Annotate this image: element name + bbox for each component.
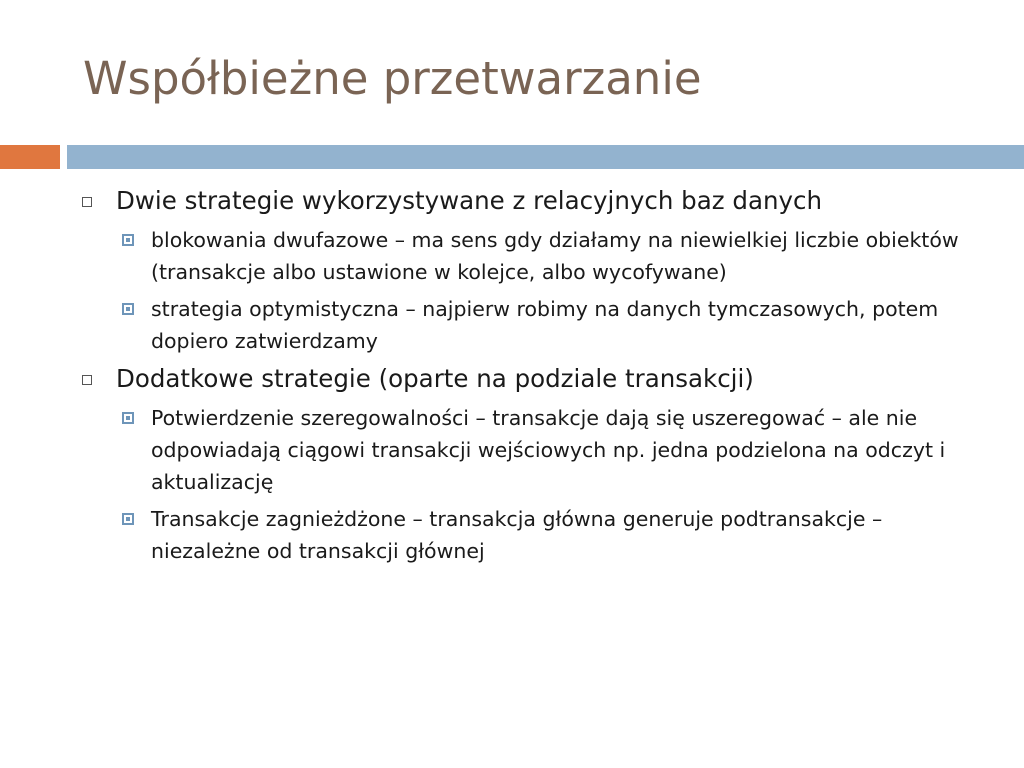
bullet-level2 <box>82 293 982 357</box>
bullet-level1 <box>82 362 982 396</box>
accent-band-orange <box>0 145 60 169</box>
hollow-square-bullet-icon <box>82 375 92 385</box>
hollow-square-bullet-icon <box>82 197 92 207</box>
square-bullet-icon <box>122 412 134 424</box>
bullet-text: Transakcje zagnieżdżone – transakcja główna generuje podtransakcje – niezależne od transakcji głównej <box>151 507 883 563</box>
slide-title: Współbieżne przetwarzanie <box>83 52 702 105</box>
bullet-level1 <box>82 184 982 218</box>
bullet-text: strategia optymistyczna – najpierw robimy na danych tymczasowych, potem dopiero zatwierdzamy <box>151 297 939 353</box>
bullet-text: Dwie strategie wykorzystywane z relacyjnych baz danych <box>116 186 822 215</box>
square-bullet-icon <box>122 234 134 246</box>
bullet-text: Potwierdzenie szeregowalności – transakcje dają się uszeregować – ale nie odpowiadają ciągowi transakcji wejściowych np. jedna podzielona na odczyt i aktualizację <box>151 406 946 494</box>
bullet-level2 <box>82 402 982 498</box>
bullet-level2 <box>82 503 982 567</box>
square-bullet-icon <box>122 513 134 525</box>
bullet-text: blokowania dwufazowe – ma sens gdy działamy na niewielkiej liczbie obiektów (transakcje albo ustawione w kolejce, albo wycofywane) <box>151 228 959 284</box>
bullet-text: Dodatkowe strategie (oparte na podziale transakcji) <box>116 364 754 393</box>
accent-band-blue <box>67 145 1024 169</box>
bullet-level2 <box>82 224 982 288</box>
slide-body <box>82 184 982 572</box>
square-bullet-icon <box>122 303 134 315</box>
